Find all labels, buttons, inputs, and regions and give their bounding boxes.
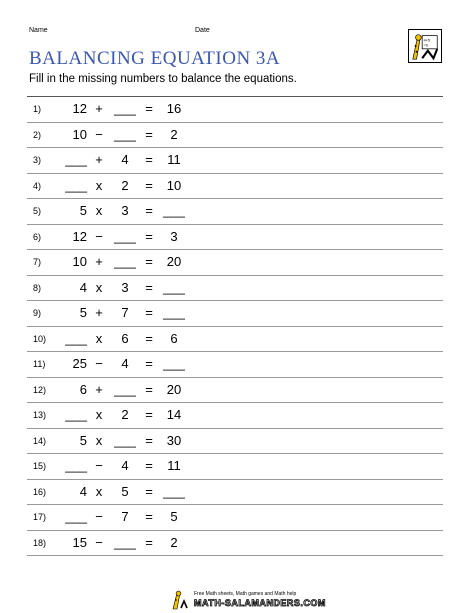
operator-sign: − [95,126,103,142]
problem-row [27,454,443,480]
result-value: ___ [163,483,185,499]
second-operand: 5 [121,483,129,499]
first-operand: ___ [65,509,87,524]
problem-number: 1) [33,104,42,114]
operator-sign: + [95,381,103,397]
footer-tagline: Free Math sheets, Math games and Math help [194,591,297,597]
operator-sign: x [95,330,103,346]
second-operand: ___ [114,432,136,448]
first-operand: 4 [79,279,87,295]
second-operand: ___ [114,101,136,116]
first-operand: 4 [79,483,87,499]
problem-row [27,429,443,455]
problem-row [27,378,443,404]
equals-sign: = [145,483,153,499]
first-operand: 6 [79,381,87,397]
equals-sign: = [145,177,153,193]
second-operand: 3 [121,279,129,295]
result-value: 10 [166,177,182,193]
problem-row [27,301,443,327]
first-operand: ___ [65,458,87,473]
first-operand: 15 [72,534,87,550]
result-value: 5 [170,509,178,524]
operator-sign: − [95,509,103,524]
problem-row [27,352,443,378]
result-value: 2 [170,534,178,550]
equals-sign: = [145,152,153,167]
problem-row [27,225,443,251]
second-operand: 4 [121,152,129,167]
problem-row [27,148,443,174]
salamander-icon [170,590,190,610]
operator-sign: x [95,203,103,218]
operator-sign: x [95,407,103,422]
second-operand: ___ [114,381,136,397]
result-value: 11 [167,458,181,473]
problem-number: 8) [33,282,42,293]
equals-sign: = [145,381,153,397]
operator-sign: − [95,356,103,371]
problem-number: 17) [33,512,47,522]
problem-number: 16) [33,486,47,497]
second-operand: 4 [121,356,129,371]
operator-sign: + [95,254,103,269]
first-operand: ___ [65,330,87,346]
footer [170,590,326,610]
equals-sign: = [145,330,153,346]
problem-number: 9) [33,308,42,318]
problem-number: 7) [33,257,42,267]
problem-number: 15) [33,461,47,471]
problem-row [27,174,443,200]
svg-text:4+5: 4+5 [423,38,430,43]
problem-row [27,403,443,429]
second-operand: 4 [121,458,129,473]
problem-row [27,327,443,353]
second-operand: 3 [121,203,129,218]
first-operand: 12 [72,228,87,244]
math-salamanders-logo-icon [408,29,442,63]
second-operand: 6 [121,330,129,346]
problem-row [27,97,443,123]
result-value: ___ [163,356,185,371]
second-operand: ___ [114,254,136,269]
second-operand: 2 [121,407,129,422]
equals-sign: = [145,432,153,448]
problem-number: 4) [33,180,42,191]
page-title: BALANCING EQUATION 3A [29,48,281,69]
problem-row [27,276,443,302]
equals-sign: = [145,458,153,473]
problem-number: 2) [33,129,42,140]
equals-sign: = [145,254,153,269]
result-value: 11 [167,152,181,167]
operator-sign: − [95,534,103,550]
first-operand: ___ [65,152,87,167]
second-operand: ___ [114,228,136,244]
problem-row [27,250,443,276]
result-value: 2 [170,126,178,142]
second-operand: 2 [121,177,129,193]
equals-sign: = [145,203,153,218]
problem-number: 14) [33,435,47,446]
result-value: ___ [163,203,185,218]
operator-sign: + [95,101,103,116]
equals-sign: = [145,356,153,371]
equals-sign: = [145,509,153,524]
second-operand: 7 [121,509,129,524]
first-operand: 10 [72,126,87,142]
first-operand: 25 [72,356,87,371]
equals-sign: = [145,534,153,550]
problem-number: 6) [33,231,42,242]
equals-sign: = [145,279,153,295]
equals-sign: = [145,407,153,422]
result-value: 3 [170,228,178,244]
result-value: ___ [163,279,185,295]
operator-sign: x [95,483,103,499]
problem-number: 13) [33,410,47,420]
problem-number: 11) [33,359,46,369]
first-operand: ___ [65,407,87,422]
svg-text:=9: =9 [423,43,428,48]
first-operand: 5 [79,432,87,448]
problem-row [27,505,443,531]
result-value: 14 [166,407,182,422]
result-value: ___ [163,305,185,320]
problem-row [27,531,443,557]
result-value: 6 [170,330,178,346]
operator-sign: + [95,152,103,167]
problem-row [27,480,443,506]
result-value: 20 [166,381,182,397]
first-operand: 10 [72,254,87,269]
operator-sign: − [95,228,103,244]
date-label: Date [195,27,210,34]
problem-list [27,97,443,556]
equals-sign: = [145,305,153,320]
problem-row [27,199,443,225]
equals-sign: = [145,101,153,116]
problem-number: 12) [33,384,47,395]
first-operand: ___ [65,177,87,193]
problem-row [27,123,443,149]
problem-number: 10) [33,333,47,344]
first-operand: 5 [79,305,87,320]
footer-brand: MATH-SALAMANDERS.COM [194,598,326,608]
second-operand: ___ [114,534,136,550]
equals-sign: = [145,126,153,142]
name-label: Name [29,27,48,34]
problem-number: 5) [33,206,42,216]
first-operand: 5 [79,203,87,218]
first-operand: 12 [72,101,87,116]
problem-number: 3) [33,155,42,165]
equals-sign: = [145,228,153,244]
operator-sign: x [95,279,103,295]
second-operand: 7 [121,305,129,320]
result-value: 20 [166,254,182,269]
problem-number: 18) [33,537,47,548]
result-value: 16 [166,101,182,116]
instructions: Fill in the missing numbers to balance the equations. [29,73,297,85]
result-value: 30 [166,432,182,448]
operator-sign: x [95,177,103,193]
second-operand: ___ [114,126,136,142]
operator-sign: + [95,305,103,320]
operator-sign: x [95,432,103,448]
operator-sign: − [95,458,103,473]
